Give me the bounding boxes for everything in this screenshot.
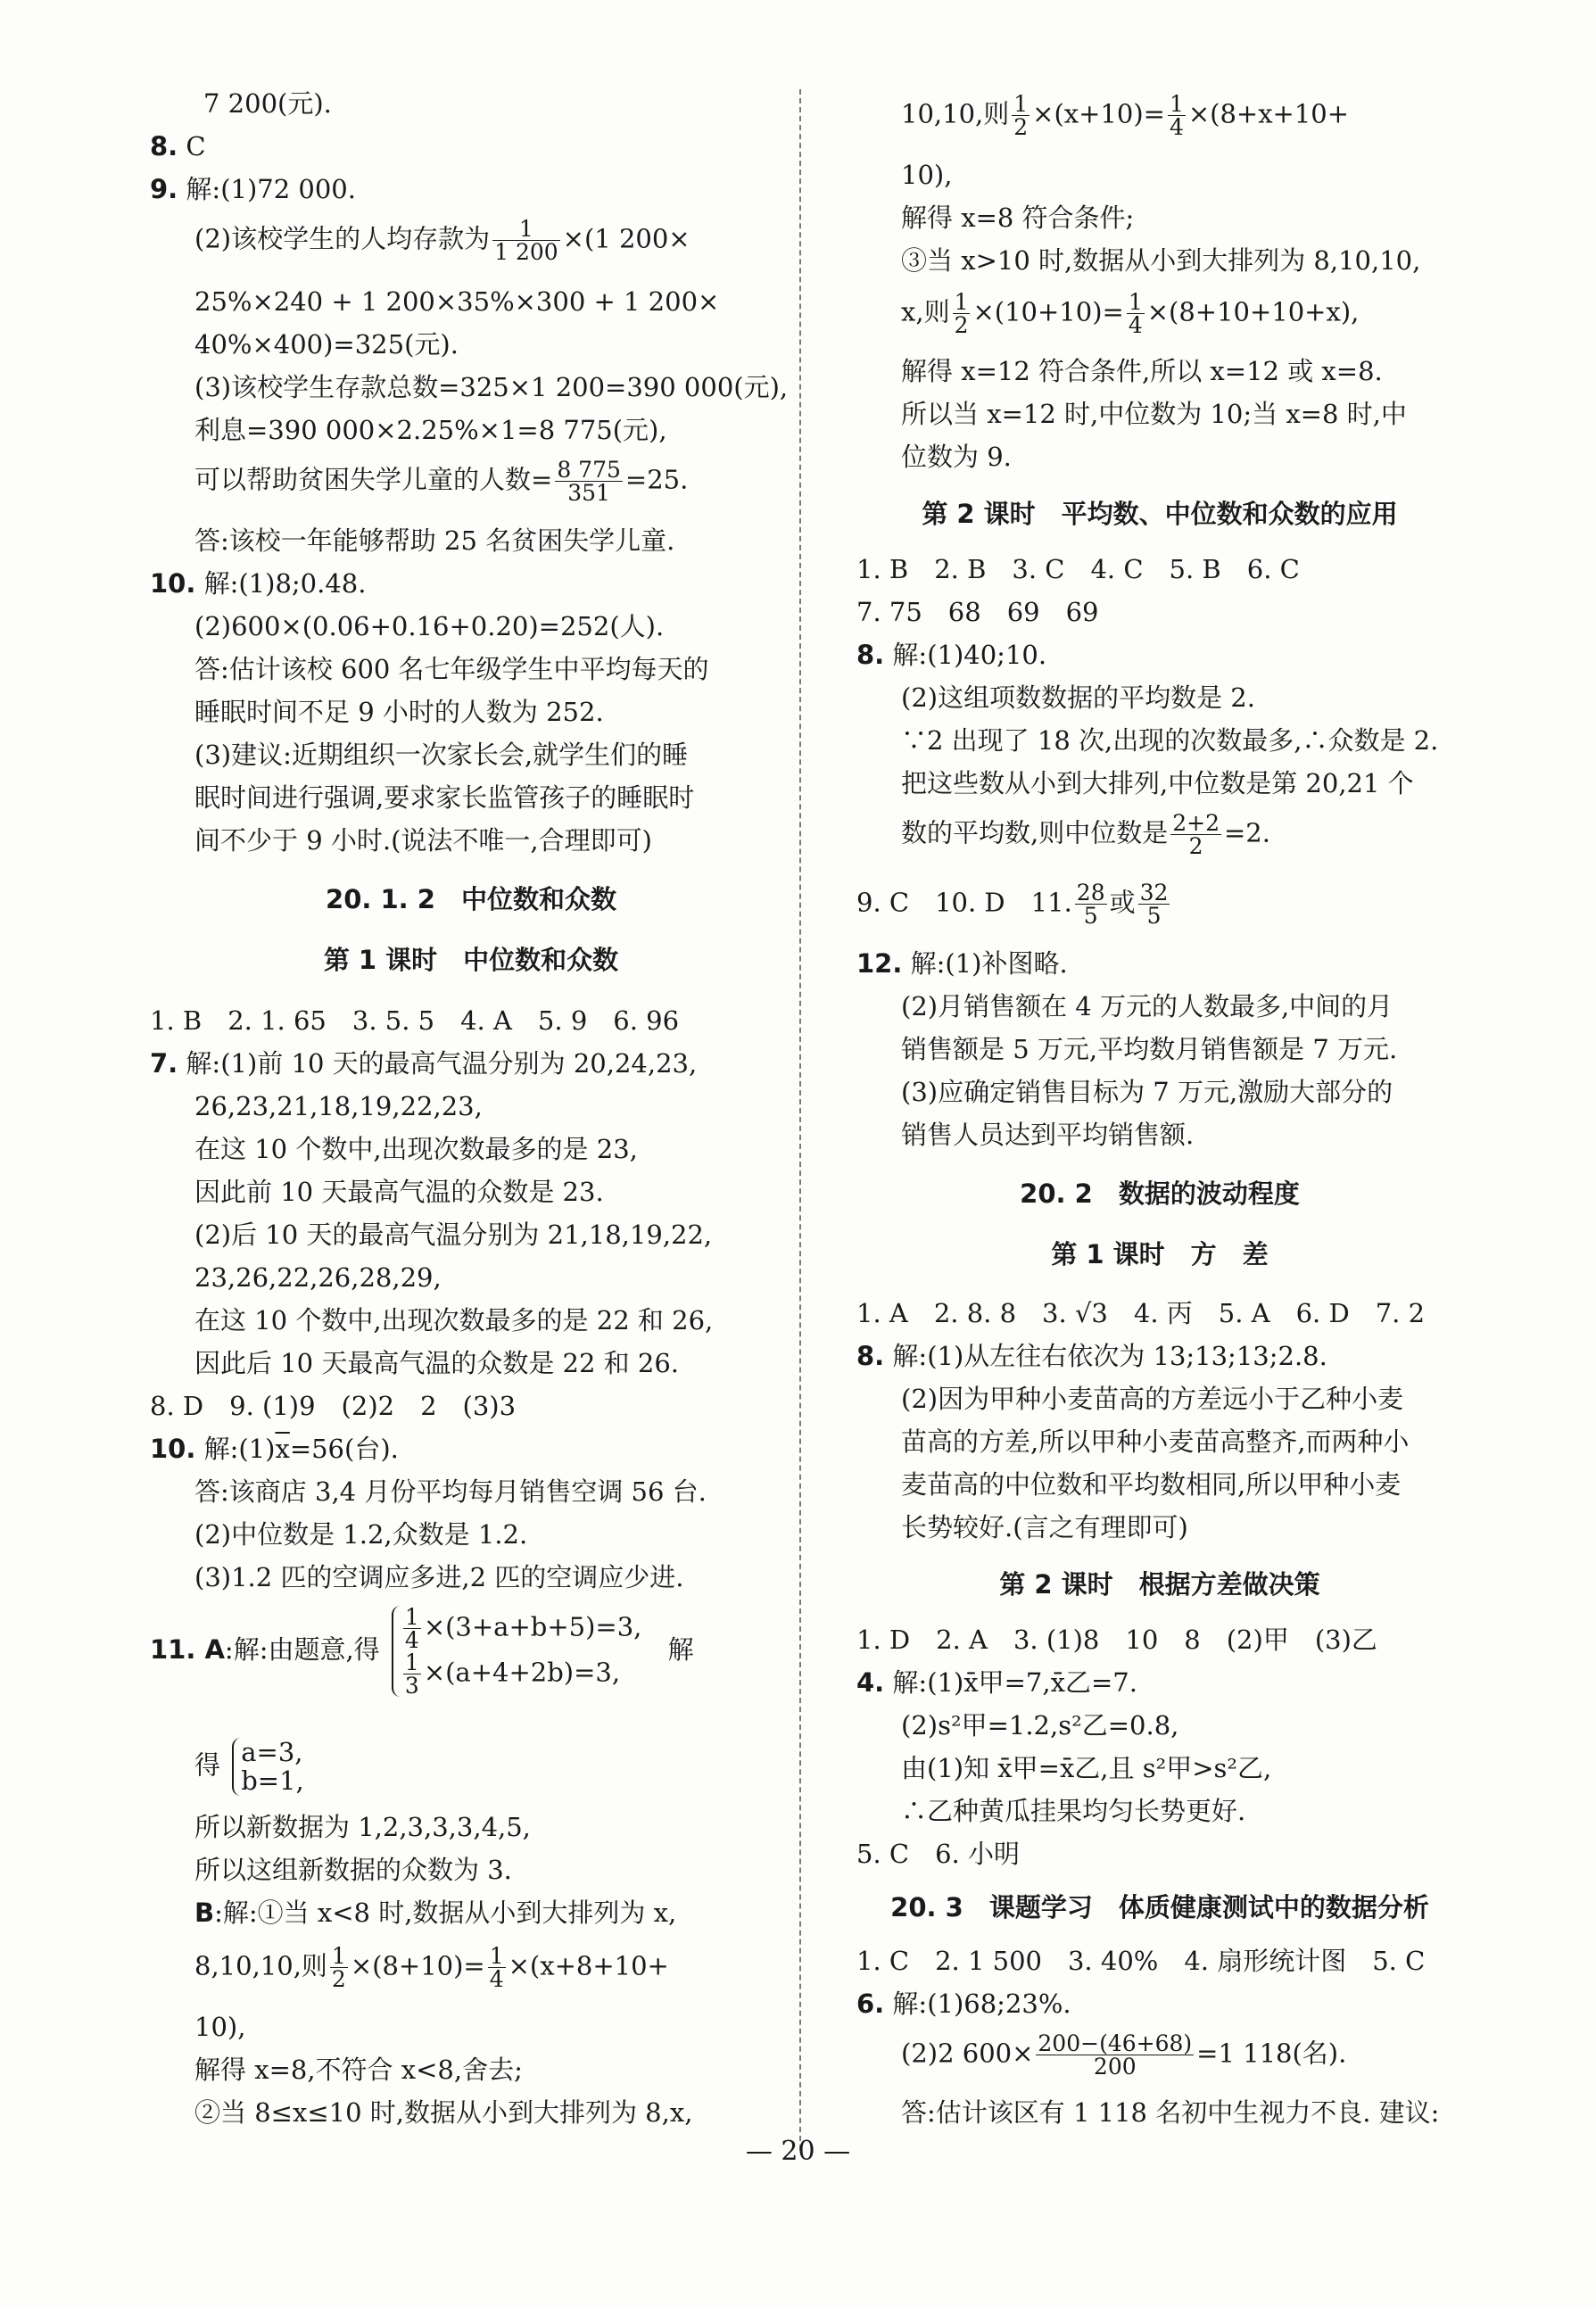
text-line: 由(1)知 x̄甲=x̄乙,且 s²甲>s²乙, — [901, 1753, 1272, 1783]
text-line: 间不少于 9 小时.(说法不唯一,合理即可) — [194, 825, 652, 856]
answer-11: 11. A:解:由题意,得 $\frac{1}{4}$ ×(3+a+b+5)=3, $\frac{1}{3}$ ×(a+4+2b)=3, 解 — [150, 1604, 694, 1699]
fraction: $\frac{1}{1 200}$ — [494, 216, 558, 265]
text-line: (2)这组项数数据的平均数是 2. — [901, 682, 1255, 713]
text-line: 可以帮助贫困失学儿童的人数= $\frac{8 775}{351}$ =25. — [194, 457, 689, 506]
answer-12: 12. 解:(1)补图略. — [856, 948, 1068, 979]
answer-10b: 10. 解$:(1)\overline{x}=56$(台). — [150, 1434, 399, 1464]
text-line: (3)1.2 匹的空调应多进,2 匹的空调应少进. — [194, 1562, 684, 1592]
text-line: 睡眠时间不足 9 小时的人数为 252. — [194, 697, 604, 727]
lesson-heading: 第 2 课时 根据方差做决策 — [999, 1569, 1320, 1600]
text-line: 在这 10 个数中,出现次数最多的是 23, — [194, 1134, 638, 1164]
text-line: (2)600×(0.06+0.16+0.20)=252(人). — [194, 611, 665, 641]
lesson-heading: 第 1 课时 中位数和众数 — [323, 945, 619, 975]
answer-9: 9. 解:(1)72 000. — [150, 174, 356, 204]
answers-8-9: 8. D 9. (1)9 (2)2 2 (3)3 — [150, 1391, 517, 1421]
mc-answers: 1. C 2. 1 500 3. 40% 4. 扇形统计图 5. C — [856, 1946, 1426, 1976]
lesson-heading: 第 1 课时 方 差 — [1051, 1239, 1269, 1269]
text-line: 所以这组新数据的众数为 3. — [194, 1855, 512, 1885]
answer-7: 7. 75 68 69 69 — [856, 597, 1099, 627]
text-line: 解得 x=8 符合条件; — [901, 203, 1135, 233]
mc-answers: 1. A 2. 8. 8 3. √3 4. 丙 5. A 6. D 7. 2 — [856, 1298, 1426, 1328]
text-line: 位数为 9. — [901, 442, 1012, 472]
mc-answers: 1. D 2. A 3. (1)8 10 8 (2)甲 (3)乙 — [856, 1625, 1377, 1655]
text-line: (3)应确定销售目标为 7 万元,激励大部分的 — [901, 1077, 1393, 1107]
page-number: — 20 — — [745, 2136, 851, 2167]
text-line: 8,10,10,则 $\frac{1}{2}$ ×(8+10)= $\frac{1}{4}$ ×(x+8+10+ — [194, 1943, 669, 1992]
mc-answers: 1. B 2. 1. 65 3. 5. 5 4. A 5. 9 6. 96 — [150, 1005, 680, 1036]
equation-system: $\frac{1}{4}$ ×(3+a+b+5)=3, $\frac{1}{3}$ ×(a+4+2b)=3, — [392, 1606, 641, 1697]
answer-10: 10. 解:(1)8;0.48. — [150, 568, 367, 599]
text-line: 10,10,则 $\frac{1}{2}$ ×(x+10)= $\frac{1}{4}$ ×(8+x+10+ — [901, 91, 1350, 140]
text-line: ∴乙种黄瓜挂果均匀长势更好. — [901, 1796, 1246, 1826]
text-line: 25%×240 + 1 200×35%×300 + 1 200× — [194, 286, 720, 317]
text-line: (3)该校学生存款总数=325×1 200=390 000(元), — [194, 372, 789, 402]
text-line: 长势较好.(言之有理即可) — [901, 1512, 1188, 1542]
answer-8: 8. 解:(1)40;10. — [856, 640, 1047, 670]
text-line: 在这 10 个数中,出现次数最多的是 22 和 26, — [194, 1305, 714, 1335]
text-line: (2)月销售额在 4 万元的人数最多,中间的月 — [901, 991, 1393, 1021]
text-line: 答:该校一年能够帮助 25 名贫困失学儿童. — [194, 525, 675, 556]
text-line: 所以当 x=12 时,中位数为 10;当 x=8 时,中 — [901, 399, 1407, 429]
text-line: 26,23,21,18,19,22,23, — [194, 1091, 483, 1121]
text-line: 眠时间进行强调,要求家长监管孩子的睡眠时 — [194, 782, 695, 813]
mc-answers: 1. B 2. B 3. C 4. C 5. B 6. C — [856, 554, 1300, 584]
text-line: 答:该商店 3,4 月份平均每月销售空调 56 台. — [194, 1476, 707, 1507]
section-heading: 20. 3 课题学习 体质健康测试中的数据分析 — [890, 1892, 1429, 1923]
lesson-heading: 第 2 课时 平均数、中位数和众数的应用 — [922, 499, 1398, 529]
text-line: ∵2 出现了 18 次,出现的次数最多,∴众数是 2. — [901, 725, 1439, 756]
answer-8: 8. C — [150, 131, 206, 161]
text-line: ③当 x>10 时,数据从小到大排列为 8,10,10, — [901, 245, 1421, 276]
text-line: 10), — [901, 160, 953, 190]
text-line: 答:估计该区有 1 118 名初中生视力不良. 建议: — [901, 2097, 1440, 2128]
answer-8: 8. 解:(1)从左往右依次为 13;13;13;2.8. — [856, 1341, 1327, 1371]
section-heading: 20. 1. 2 中位数和众数 — [326, 884, 616, 914]
fraction: $\frac{8 775}{351}$ — [557, 457, 621, 506]
column-divider — [799, 89, 801, 2150]
solution-brace: a=3, b=1, — [232, 1738, 304, 1796]
text-line: 10), — [194, 2012, 246, 2042]
text-line: 因此后 10 天最高气温的众数是 22 和 26. — [194, 1348, 680, 1378]
text-line: (2)中位数是 1.2,众数是 1.2. — [194, 1519, 528, 1550]
answers-9-11: 9. C 10. D 11. $\frac{28}{5}$ 或 $\frac{32}{5}$ — [856, 880, 1169, 929]
text-line: (3)建议:近期组织一次家长会,就学生们的睡 — [194, 740, 689, 770]
text-line: 数的平均数,则中位数是 $\frac{2+2}{2}$ =2. — [901, 810, 1270, 859]
answers-5-6: 5. C 6. 小明 — [856, 1839, 1020, 1869]
solution-system: 得 a=3, b=1, — [194, 1737, 304, 1797]
text-line: (2)后 10 天的最高气温分别为 21,18,19,22, — [194, 1220, 713, 1250]
answer-4: 4. 解:(1)x̄甲=7,x̄乙=7. — [856, 1667, 1137, 1698]
answer-7: 7. 解:(1)前 10 天的最高气温分别为 20,24,23, — [150, 1048, 698, 1079]
text-line: 所以新数据为 1,2,3,3,3,4,5, — [194, 1812, 531, 1842]
text-line: B:解:①当 x<8 时,数据从小到大排列为 x, — [194, 1898, 677, 1928]
section-heading: 20. 2 数据的波动程度 — [1020, 1178, 1300, 1209]
answer-6: 6. 解:(1)68;23%. — [856, 1989, 1071, 2019]
text-line: 销售人员达到平均销售额. — [901, 1120, 1195, 1150]
text-line: 麦苗高的中位数和平均数相同,所以甲种小麦 — [901, 1469, 1402, 1500]
text-line: 销售额是 5 万元,平均数月销售额是 7 万元. — [901, 1034, 1398, 1064]
text-line: (2)因为甲种小麦苗高的方差远小于乙种小麦 — [901, 1384, 1404, 1414]
text-line: 苗高的方差,所以甲种小麦苗高整齐,而两种小 — [901, 1426, 1410, 1457]
text-line: (2)s²甲=1.2,s²乙=0.8, — [901, 1710, 1179, 1741]
text-line: 解得 x=12 符合条件,所以 x=12 或 x=8. — [901, 356, 1383, 386]
text-line: (2)2 600× $\frac{200-(46+68)}{200}$ =1 118(名). — [901, 2030, 1347, 2080]
text-line: 40%×400)=325(元). — [194, 329, 459, 360]
text-line: 解得 x=8,不符合 x<8,舍去; — [194, 2055, 523, 2085]
text-line: 7 200(元). — [203, 88, 332, 119]
text-line: 把这些数从小到大排列,中位数是第 20,21 个 — [901, 768, 1414, 798]
text-line: 利息=390 000×2.25%×1=8 775(元), — [194, 415, 667, 445]
text-line: (2)该校学生的人均存款为 $\frac{1}{1 200}$ ×(1 200× — [194, 216, 690, 265]
text-line: 因此前 10 天最高气温的众数是 23. — [194, 1177, 604, 1207]
text-line: x,则 $\frac{1}{2}$ ×(10+10)= $\frac{1}{4}$ ×(8+10+10+x), — [901, 289, 1360, 338]
text-line: ②当 8≤x≤10 时,数据从小到大排列为 8,x, — [194, 2097, 693, 2128]
text-line: 答:估计该校 600 名七年级学生中平均每天的 — [194, 654, 709, 684]
text-line: 23,26,22,26,28,29, — [194, 1262, 442, 1293]
